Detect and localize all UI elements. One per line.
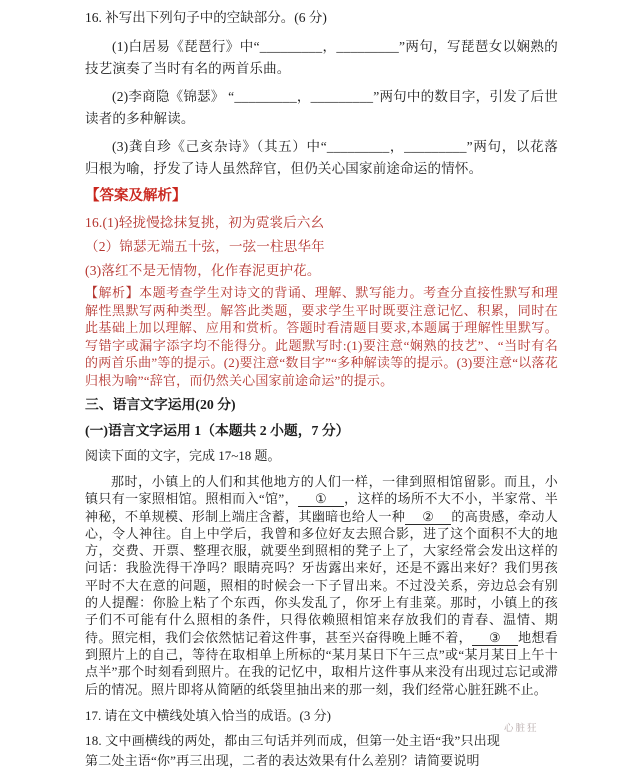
question-16-item-1: (1)白居易《琵琶行》中“_________，_________”两句，写琵琶女以娴熟的技艺演奏了当时有名的两首乐曲。 xyxy=(85,39,558,76)
question-18-line-2: 第二处主语“你”再三出现，二者的表达效果有什么差别？请简要说明 xyxy=(85,752,480,768)
inline-blank-③: ③ xyxy=(472,630,518,646)
answer-analysis: 【解析】本题考查学生对诗文的背诵、理解、默写能力。考查分直接性默写和理解性黑默写两种类型。解答此类题，要求学生平时既要注意记忆、积累，同时在此基础上加以理解、应用和赏析。答题时看清题目要求,本题属于理解性里默写。写错字或漏字添字均不能得分。此题默写时:(1)要注意“娴熟的技艺”、“当时有名的两首乐曲”等的提示。(2)要注意“数目字”“多种解读等的提示。(3)要注意“以落花归根为喻”“辞官，而仍然关心国家前途命运”的提示。 xyxy=(85,285,558,388)
reading-instruction: 阅读下面的文字，完成 17~18 题。 xyxy=(85,448,281,463)
answer-16-2: （2）锦瑟无端五十弦，一弦一柱思华年 xyxy=(85,239,325,254)
inline-blank-①: ① xyxy=(298,491,344,507)
question-16-item-3: (3)龚自珍《己亥杂诗》（其五）中“_________，_________”两句，以花落归根为喻，抒发了诗人虽然辞官，但仍关心国家前途命运的情怀。 xyxy=(85,139,558,176)
question-18 xyxy=(85,731,558,771)
question-16-stem: 16. 补写出下列句子中的空缺部分。(6 分) xyxy=(85,10,327,25)
passage-text: 的高贵感，牵动人心，令人神往。自上中学后，我曾和多位好友去照合影，进了这个面积不大的地方，交费、开票、整理衣服，就要坐到照相的凳子上了，大家经常会发出这样的问话：我脸洗得干净吗？眼睛亮吗？牙齿露出来好，还是不露出来好？我们男孩平时不大在意的问题，照相的时候会一下子冒出来。不过没关系，旁边总会有别的人提醒：你脸上粘了个东西，你头发乱了，你牙上有韭菜。那时，小镇上的孩子们不可能有什么照相的条件，只得依赖照相馆来存放我们的青春、温情、期待。照完相，我们会依然惦记着这件事，甚至兴奋得晚上睡不着， xyxy=(85,508,558,645)
answer-16-1: 16.(1)轻拢慢捻抹复挑，初为霓裳后六幺 xyxy=(85,215,325,230)
inline-blank-②: ② xyxy=(405,509,451,525)
question-16-item-2: (2)李商隐《锦瑟》 “_________，_________”两句中的数目字，引发了后世读者的多种解读。 xyxy=(85,89,558,126)
ghost-text-watermark: 心脏狂 xyxy=(504,724,539,734)
section-3-subtitle: (一)语言文字运用 1（本题共 2 小题，7 分） xyxy=(85,423,350,438)
reading-passage xyxy=(85,473,558,698)
section-3-title: 三、语言文字运用(20 分) xyxy=(85,397,236,412)
passage-text: 那时，小镇上的人们和其他地方的人们一样，一律到照相馆留影。而且，小镇只有一家照相馆。照相而入“馆”， xyxy=(85,474,558,507)
passage-text: ，这样的场所不大不小，半家常、半神秘，不单规模、形制上端庄含蓄，其幽暗也给人一种 xyxy=(85,491,558,524)
question-18-line-1: 18. 文中画横线的两处，都由三句话并列而成，但第一处主语“我”只出现 xyxy=(85,732,501,748)
passage-text: 地想看到照片上的自己，等待在取相单上所标的“某月某日下午三点”或“某月某日上午十点半”那个时刻看到照片。在我的记忆中，取相片这件事从来没有出现过忘记或滞后的情况。照片即将从简陋的纸袋里抽出来的那一刻，我们经常心脏狂跳不止。 xyxy=(85,629,558,697)
answer-16-3: (3)落红不是无情物，化作春泥更护花。 xyxy=(85,263,321,278)
question-17: 17. 请在文中横线处填入恰当的成语。(3 分) xyxy=(85,707,331,723)
answer-section-header: 【答案及解析】 xyxy=(85,188,187,204)
